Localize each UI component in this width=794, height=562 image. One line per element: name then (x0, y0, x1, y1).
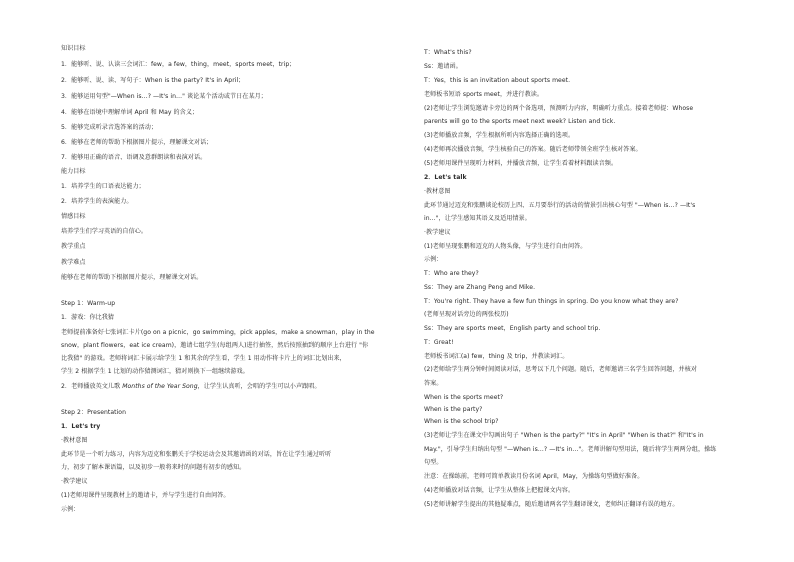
dialogue-line-1: T：What's this? (424, 49, 472, 56)
talk-dialogue-5: T：Great! (424, 339, 454, 346)
step-2-line-2: parents will go to the sports meet next week? Listen and tick. (424, 118, 616, 125)
intent-paragraph-line-2: 力，初步了解本课语篇，以及初步一般将来时的问题有初步的感知。 (61, 464, 246, 471)
step-4: (4)老师再次播放音频，学生核验自己的答案。随后老师带领全班学生核对答案。 (424, 146, 642, 153)
game-heading: 1．游戏：你比我猜 (61, 314, 115, 321)
step-5: (5)老师用课件呈现听力材料，并播放音频，让学生看着材料跟读音频。 (424, 160, 618, 167)
board-note-vocabulary: 老师板书词汇(a) few，thing 及 trip，并教读词汇。 (424, 353, 569, 360)
lets-try-heading: 1．Let's try (61, 423, 101, 430)
question-3: When is the school trip? (424, 418, 499, 425)
intent-paragraph-line-1: 此环节是一个听力练习，内容为迈克和张鹏关于学校运动会及其邀请函的对话，旨在让学生通过听听 (61, 451, 332, 458)
talk-suggestion-1: (1)老师呈现张鹏和迈克的人物头像，与学生进行自由问答。 (424, 243, 587, 250)
teaching-focus-heading: 教学重点 (61, 243, 86, 250)
dialogue-line-2: Ss：邀请函。 (424, 63, 462, 70)
talk-example-label: 示例： (424, 256, 443, 263)
knowledge-goal-3: 3．能够运用句型"—When is…? —It's in…" 谈论某个活动或节日在某月； (61, 93, 267, 100)
talk-stage-note: (老师呈现对话旁边的两张校历) (424, 311, 509, 318)
step1-heading: Step 1：Warm-up (61, 300, 116, 307)
talk-step-5: (5)老师讲解学生提出的其他疑难点，随后邀请两名学生翻译课文，老师纠正翻译有误的地方。 (424, 501, 679, 508)
knowledge-goal-4: 4．能够在语境中理解单词 April 和 May 的含义； (61, 109, 199, 116)
ability-goal-1: 1．培养学生的口语表达能力； (61, 183, 145, 190)
emotion-goal-1: 培养学生们学习英语的自信心。 (61, 228, 148, 235)
knowledge-goal-1: 1．能够听、说、认读三会词汇：few，a few，thing，meet，sports meet，trip； (61, 61, 296, 68)
game-paragraph-line-3: 比我猜" 的游戏。老师将词汇卡展示给学生 1 和其余的学生看，学生 1 用动作将卡片上的词汇比划出来， (61, 355, 346, 362)
talk-note: 注意：在操练前，老师可简单教读月份名词 April，May，为操练句型做好准备。 (424, 473, 644, 480)
lets-talk-heading: 2．Let's talk (424, 174, 467, 181)
song-instruction-suffix: ，让学生认真听，会唱的学生可以小声跟唱。 (197, 383, 321, 390)
talk-intent-heading: ·教材意图 (424, 188, 451, 195)
ability-goals-heading: 能力目标 (61, 168, 86, 175)
talk-suggestion-heading: ·教学建议 (424, 229, 451, 236)
knowledge-goal-6: 6．能够在老师的帮助下根据图片提示，理解课文对话； (61, 139, 213, 146)
song-instruction (61, 383, 321, 391)
talk-step-2-line-1: (2)老师给学生两分钟时间阅读对话，思考以下几个问题。随后，老师邀请三名学生回答问题，并核对 (424, 366, 697, 373)
knowledge-goals-heading: 知识目标 (61, 45, 86, 52)
talk-dialogue-4: Ss：They are sports meet，English party and school trip. (424, 325, 601, 332)
question-1: When is the sports meet? (424, 394, 504, 401)
ability-goal-2: 2．培养学生的表演能力。 (61, 198, 133, 205)
teaching-difficulty-text: 能够在老师的帮助下根据图片提示，理解课文对话。 (61, 274, 203, 281)
talk-intent-line-2: in…"，让学生感知其语义及适用情景。 (424, 215, 531, 222)
song-title: Months of the Year Song (122, 383, 198, 390)
song-instruction-prefix: 2．老师播放英文儿歌 (61, 383, 123, 390)
knowledge-goal-7: 7．能够用正确的语音、语调及意群朗读和表演对话。 (61, 154, 207, 161)
example-label: 示例： (61, 506, 80, 513)
game-paragraph-line-4: 学生 2 根据学生 1 比划的动作猜测词汇，猜对则换下一组继续游戏。 (61, 368, 249, 375)
emotion-goals-heading: 情感目标 (61, 213, 86, 220)
knowledge-goal-5: 5．能够完成听录音选答案的活动； (61, 124, 158, 131)
teaching-difficulty-heading: 教学难点 (61, 259, 86, 266)
step2-heading: Step 2：Presentation (61, 409, 127, 416)
suggestion-heading: ·教学建议 (61, 478, 88, 485)
step-3: (3)老师播放音频，学生根据所听内容选择正确的选项。 (424, 132, 575, 139)
game-paragraph-line-1: 老师提前准备好七张词汇卡片(go on a picnic，go swimming，pick apples，make a snowman，play in the (61, 329, 375, 336)
board-note-sports-meet: 老师板书短语 sports meet，并进行教读。 (424, 91, 544, 98)
talk-dialogue-2: Ss：They are Zhang Peng and Mike. (424, 284, 536, 291)
suggestion-1: (1)老师用课件呈现教材上的邀请卡，并与学生进行自由问答。 (61, 492, 230, 499)
talk-step-4: (4)老师播放对话音频，让学生从整体上把握课文内容。 (424, 487, 575, 494)
talk-step-3-line-3: 句型。 (424, 459, 443, 466)
step-2-line-1: (2)老师让学生浏览邀请卡旁边的两个备选项，预测听力内容，明确听力重点。接着老师提：Whose (424, 105, 694, 112)
talk-step-2-line-2: 答案。 (424, 380, 443, 387)
dialogue-line-3: T：Yes，this is an invitation about sports meet. (424, 77, 571, 84)
intent-heading: ·教材意图 (61, 437, 88, 444)
talk-dialogue-1: T：Who are they? (424, 270, 479, 277)
knowledge-goal-2: 2．能够听、说、读、写句子：When is the party? It's in April； (61, 77, 245, 84)
talk-step-3-line-2: May."，引导学生归纳出句型 "—When is…? —It's in…"。老师讲解句型用法，随后将学生两两分组，操练 (424, 446, 717, 453)
talk-intent-line-1: 此环节通过迈克和张鹏谈论校历上四、五月要举行的活动的情景引出核心句型 "—When is…? —It's (424, 202, 696, 209)
talk-step-3-line-1: (3)老师让学生在课文中勾画出句子 "When is the party?" "It's in April" "When is that?" 和"It's in (424, 432, 704, 439)
question-2: When is the party? (424, 406, 483, 413)
game-paragraph-line-2: snow，plant flowers，eat ice cream)，邀请七组学生(每组两人)进行抽签，然后按照抽到的顺序上台进行 "你 (61, 342, 369, 349)
talk-dialogue-3: T：You're right. They have a few fun things in spring. Do you know what they are? (424, 298, 679, 305)
